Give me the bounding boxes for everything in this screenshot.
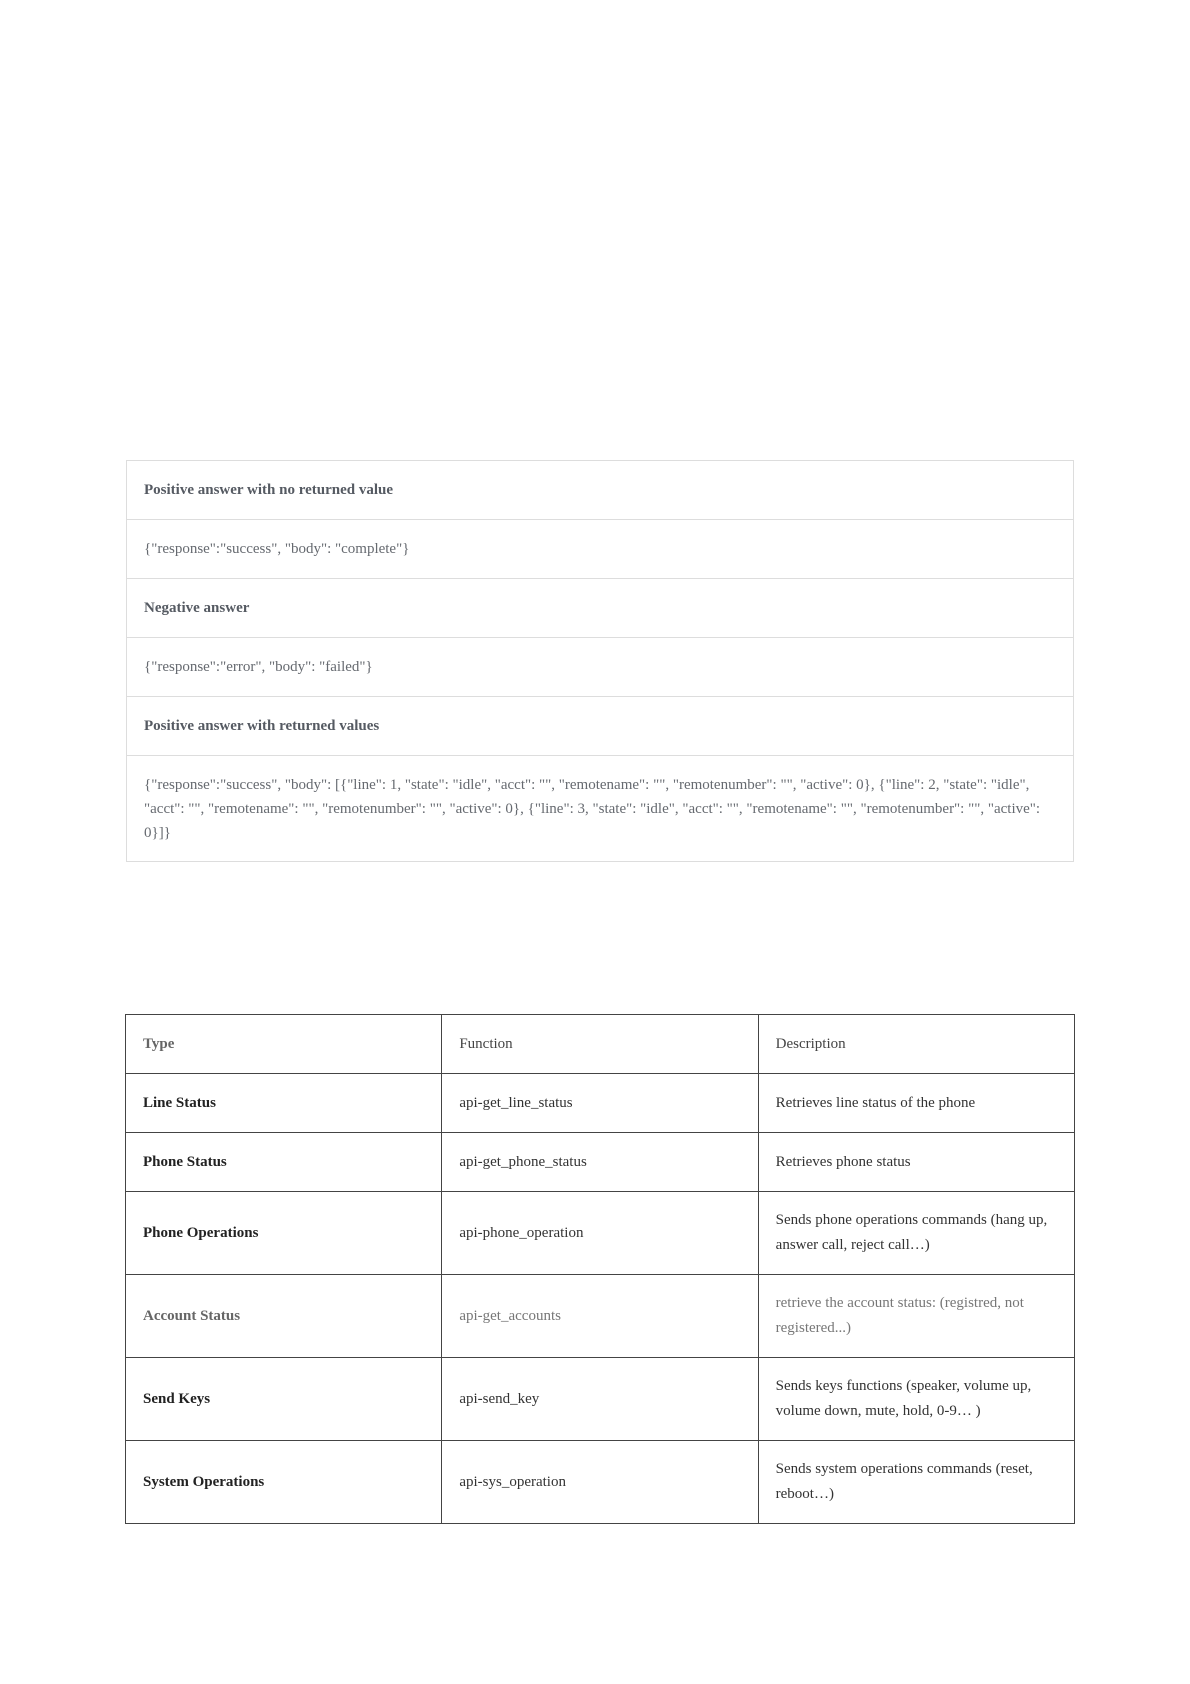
cell-description: Retrieves phone status xyxy=(758,1133,1074,1192)
cell-function: api-get_phone_status xyxy=(442,1133,758,1192)
cell-type: Phone Operations xyxy=(126,1192,442,1275)
table-row xyxy=(126,1192,1075,1275)
response-value-text: {"response":"success", "body": [{"line": 1, "state": "idle", "acct": "", "remotename": "", "remotenumber": "", "active": 0}, {"line": 2, "state": "idle", "acct": "", "remotename": "", "remotenumber": "", "active": 0}, {"line": 3, "state": "idle", "acct": "", "remotename": "", "remotenumber": "", "active": 0}]} xyxy=(144,777,1041,841)
response-heading-text: Positive answer with no returned value xyxy=(144,481,394,498)
cell-description: Sends keys functions (speaker, volume up, volume down, mute, hold, 0-9… ) xyxy=(758,1358,1074,1441)
cell-type: Phone Status xyxy=(126,1133,442,1192)
response-format-table xyxy=(126,460,1074,862)
response-heading-negative xyxy=(127,579,1073,638)
response-heading-text: Positive answer with returned values xyxy=(144,717,380,734)
cell-description: Retrieves line status of the phone xyxy=(758,1074,1074,1133)
table-row xyxy=(126,1358,1075,1441)
cell-type: Send Keys xyxy=(126,1358,442,1441)
cell-type: Account Status xyxy=(126,1275,442,1358)
response-heading-positive-with-values xyxy=(127,697,1073,756)
response-value-text: {"response":"error", "body": "failed"} xyxy=(144,658,373,675)
cell-type: System Operations xyxy=(126,1441,442,1524)
response-value-positive-no-value xyxy=(127,520,1073,579)
table-row xyxy=(126,1441,1075,1524)
table-row xyxy=(126,1074,1075,1133)
response-value-positive-with-values xyxy=(127,756,1073,861)
cell-function: api-phone_operation xyxy=(442,1192,758,1275)
api-functions-table xyxy=(125,1014,1075,1524)
cell-function: api-send_key xyxy=(442,1358,758,1441)
cell-function: api-get_accounts xyxy=(442,1275,758,1358)
cell-description: Sends phone operations commands (hang up, answer call, reject call…) xyxy=(758,1192,1074,1275)
header-type: Type xyxy=(126,1015,442,1074)
cell-function: api-sys_operation xyxy=(442,1441,758,1524)
cell-function: api-get_line_status xyxy=(442,1074,758,1133)
table-header-row xyxy=(126,1015,1075,1074)
response-heading-positive-no-value xyxy=(127,461,1073,520)
cell-description: Sends system operations commands (reset, reboot…) xyxy=(758,1441,1074,1524)
response-value-negative xyxy=(127,638,1073,697)
table-row xyxy=(126,1275,1075,1358)
header-function: Function xyxy=(442,1015,758,1074)
cell-description: retrieve the account status: (registred, not registered...) xyxy=(758,1275,1074,1358)
header-description: Description xyxy=(758,1015,1074,1074)
response-heading-text: Negative answer xyxy=(144,599,250,616)
response-value-text: {"response":"success", "body": "complete"} xyxy=(144,540,410,557)
table-row xyxy=(126,1133,1075,1192)
cell-type: Line Status xyxy=(126,1074,442,1133)
